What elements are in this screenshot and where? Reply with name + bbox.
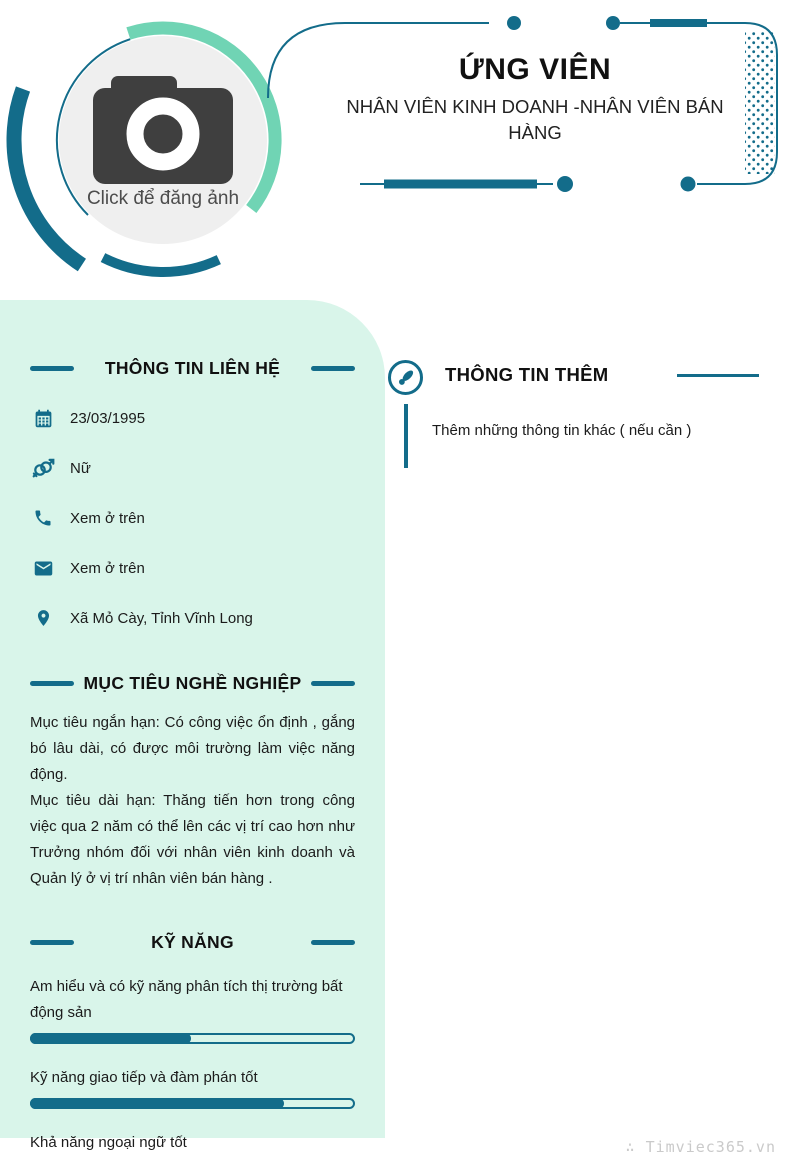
gender-icon [30, 457, 56, 480]
skill-item [30, 1130, 355, 1163]
contact-list [30, 407, 355, 629]
skill-label: Khả năng ngoại ngữ tốt [30, 1134, 187, 1151]
birthday-value: 23/03/1995 [70, 409, 146, 427]
email-icon [30, 558, 56, 579]
skill-bar [30, 1098, 355, 1109]
title-dash [311, 940, 355, 945]
bottom-arc [103, 258, 219, 272]
candidate-title: ỨNG VIÊN [458, 53, 612, 86]
contact-item-gender [30, 457, 355, 479]
skill-bar-fill [30, 1033, 191, 1044]
phone-value: Xem ở trên [70, 509, 145, 527]
title-dash [30, 681, 74, 686]
phone-icon [30, 508, 56, 528]
contact-title: THÔNG TIN LIÊN HỆ [104, 358, 281, 378]
watermark: ∴ Timviec365.vn [625, 1138, 776, 1156]
frame-top-bar [650, 19, 707, 27]
email-value: Xem ở trên [70, 559, 145, 577]
job-position: NHÂN VIÊN KINH DOANH -NHÂN VIÊN BÁN HÀNG [346, 96, 724, 143]
skill-item [30, 1065, 355, 1109]
extra-title: THÔNG TIN THÊM [445, 364, 609, 385]
photo-upload[interactable] [59, 36, 267, 244]
camera-icon [93, 76, 233, 188]
frame-dot [507, 16, 521, 30]
objective-section-header [30, 673, 355, 694]
objective-title: MỤC TIÊU NGHỀ NGHIỆP [83, 673, 302, 693]
skill-bar-fill [30, 1098, 284, 1109]
contact-item-phone [30, 507, 355, 529]
contact-section-header [30, 358, 355, 379]
contact-item-address [30, 607, 355, 629]
extra-body: Thêm những thông tin khác ( nếu cần ) [432, 422, 692, 439]
frame-dot [606, 16, 620, 30]
title-dash [30, 940, 74, 945]
skill-label: Kỹ năng giao tiếp và đàm phán tốt [30, 1069, 258, 1086]
frame-bottom-bar [384, 180, 537, 189]
frame-dot [681, 177, 696, 192]
sidebar [0, 300, 385, 1151]
skill-item [30, 974, 355, 1044]
title-dash [311, 366, 355, 371]
brush-icon [388, 360, 423, 395]
address-value: Xã Mỏ Cày, Tỉnh Vĩnh Long [70, 609, 253, 627]
objective-paragraph: Mục tiêu dài hạn: Thăng tiến hơn trong công việc qua 2 năm có thể lên các vị trí cao hơn như Trưởng nhóm đối với nhân viên kinh doanh và Quản lý ở vị trí nhân viên bán hàng . [30, 792, 355, 887]
gender-value: Nữ [70, 459, 91, 477]
frame-dot [557, 176, 573, 192]
skill-bar [30, 1033, 355, 1044]
header-titles [335, 53, 735, 146]
skills-section-header [30, 932, 355, 953]
title-dash [30, 366, 74, 371]
skill-label: Am hiểu và có kỹ năng phân tích thị trường bất động sản [30, 978, 343, 1021]
objective-body [30, 710, 355, 892]
contact-item-birthday [30, 407, 355, 429]
calendar-icon [30, 408, 56, 429]
objective-paragraph: Mục tiêu ngắn hạn: Có công việc ổn định , gắng bó lâu dài, có được môi trường làm việc năng động. [30, 714, 355, 783]
title-dash [311, 681, 355, 686]
location-icon [30, 607, 56, 629]
contact-item-email [30, 557, 355, 579]
extra-title-rule [677, 374, 759, 377]
photo-upload-label: Click để đăng ảnh [86, 188, 240, 209]
extra-accent-bar [404, 404, 408, 468]
skills-title: KỸ NĂNG [151, 932, 234, 952]
dot-pattern [745, 32, 775, 174]
